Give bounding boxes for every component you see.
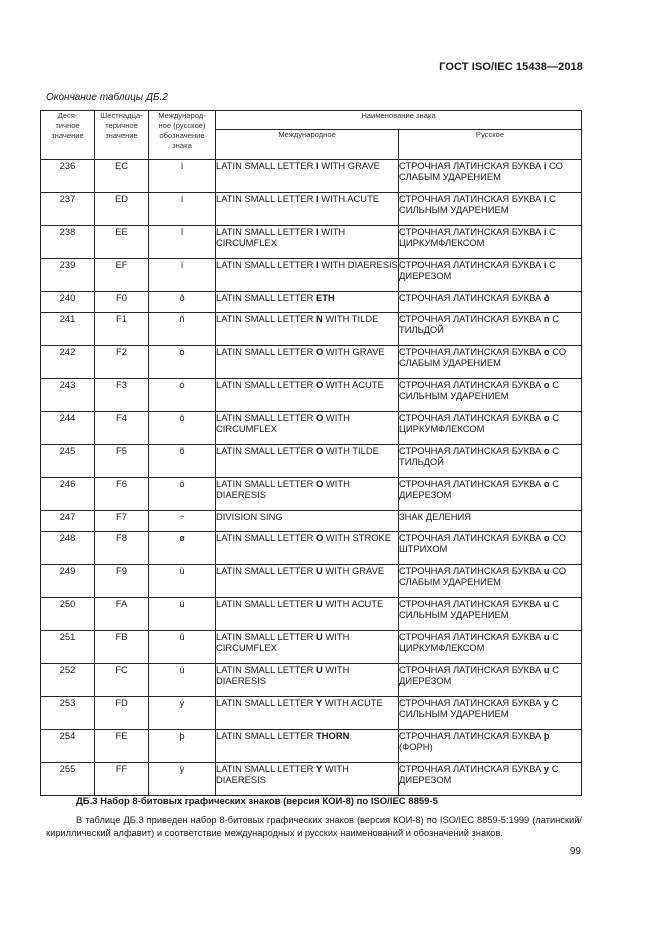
- name-part-bold: i: [543, 226, 547, 237]
- cell-ru-name: [399, 346, 582, 379]
- name-part-post: WITH CIRCUMFLEX: [216, 226, 346, 248]
- name-part-pre: LATIN SMALL LETTER: [216, 730, 317, 741]
- name-part-bold: U: [316, 631, 323, 642]
- name-part-post: С ДИЕРЕЗОМ: [399, 664, 559, 686]
- name-part-bold: O: [316, 478, 324, 489]
- cell-decimal: 246: [41, 478, 95, 511]
- cell-decimal: 243: [41, 379, 95, 412]
- name-part-pre: LATIN SMALL LETTER: [216, 565, 317, 576]
- cell-decimal: 255: [41, 763, 95, 796]
- cell-hex: F7: [95, 511, 149, 532]
- cell-glyph: ü: [149, 664, 216, 697]
- col-header-decimal: Деся- тичное значение: [41, 111, 95, 160]
- table-row: [41, 478, 582, 511]
- name-part-post: СО ШТРИХОМ: [399, 532, 567, 554]
- cell-hex: FC: [95, 664, 149, 697]
- name-part-post: С ЦИРКУМФЛЕКСОМ: [399, 412, 559, 434]
- name-part-pre: СТРОЧНАЯ ЛАТИНСКАЯ БУКВА: [399, 193, 544, 204]
- cell-decimal: 251: [41, 631, 95, 664]
- name-part-pre: СТРОЧНАЯ ЛАТИНСКАЯ БУКВА: [399, 565, 544, 576]
- cell-hex: F4: [95, 412, 149, 445]
- name-part-pre: LATIN SMALL LETTER: [216, 631, 317, 642]
- cell-decimal: 254: [41, 730, 95, 763]
- name-part-bold: o: [543, 532, 550, 543]
- name-part-bold: u: [543, 598, 550, 609]
- table-body: [41, 160, 582, 796]
- name-part-pre: СТРОЧНАЯ ЛАТИНСКАЯ БУКВА: [399, 379, 544, 390]
- name-part-post: WITH TILDE: [323, 445, 379, 456]
- name-part-post: WITH DIAERESIS: [216, 478, 350, 500]
- cell-decimal: 245: [41, 445, 95, 478]
- name-part-pre: LATIN SMALL LETTER: [216, 532, 317, 543]
- cell-glyph: ø: [149, 532, 216, 565]
- cell-glyph: ö: [149, 478, 216, 511]
- cell-hex: EE: [95, 226, 149, 259]
- cell-hex: FF: [95, 763, 149, 796]
- name-part-pre: СТРОЧНАЯ ЛАТИНСКАЯ БУКВА: [399, 445, 544, 456]
- cell-ru-name: [399, 412, 582, 445]
- name-part-pre: LATIN SMALL LETTER: [216, 763, 317, 774]
- cell-intl-name: [216, 445, 399, 478]
- cell-hex: FA: [95, 598, 149, 631]
- cell-decimal: 253: [41, 697, 95, 730]
- cell-intl-name: [216, 226, 399, 259]
- name-part-post: WITH ACUTE: [323, 379, 384, 390]
- name-part-bold: O: [316, 379, 324, 390]
- name-part-bold: u: [543, 664, 550, 675]
- cell-hex: F1: [95, 313, 149, 346]
- cell-ru-name: [399, 226, 582, 259]
- name-part-post: WITH GRAVE: [323, 346, 385, 357]
- cell-decimal: 237: [41, 193, 95, 226]
- table-row: [41, 697, 582, 730]
- table-row: [41, 598, 582, 631]
- name-part-bold: I: [316, 226, 319, 237]
- name-part-bold: ETH: [316, 292, 335, 303]
- cell-decimal: 250: [41, 598, 95, 631]
- cell-decimal: 249: [41, 565, 95, 598]
- name-part-post: WITH ACUTE: [322, 697, 383, 708]
- name-part-post: С СИЛЬНЫМ УДАРЕНИЕМ: [399, 697, 559, 719]
- name-part-bold: Y: [316, 763, 323, 774]
- cell-glyph: î: [149, 226, 216, 259]
- name-part-pre: СТРОЧНАЯ ЛАТИНСКАЯ БУКВА: [399, 763, 544, 774]
- section-title: ДБ.3 Набор 8-битовых графических знаков (версия КОИ-8) по ISO/IEC 8859-5: [76, 796, 438, 807]
- name-part-bold: u: [543, 565, 550, 576]
- cell-ru-name: [399, 598, 582, 631]
- name-part-bold: I: [316, 259, 319, 270]
- cell-intl-name: [216, 259, 399, 292]
- cell-decimal: 241: [41, 313, 95, 346]
- name-part-post: WITH DIAERESIS: [216, 763, 349, 785]
- name-part-post: С СИЛЬНЫМ УДАРЕНИЕМ: [399, 598, 559, 620]
- name-part-post: С СИЛЬНЫМ УДАРЕНИЕМ: [399, 379, 559, 401]
- page-number: 99: [569, 846, 581, 857]
- name-part-bold: ð: [543, 292, 550, 303]
- name-part-pre: СТРОЧНАЯ ЛАТИНСКАЯ БУКВА: [399, 532, 544, 543]
- name-part-bold: O: [316, 346, 324, 357]
- cell-glyph: ò: [149, 346, 216, 379]
- name-part-post: С ТИЛЬДОЙ: [399, 313, 559, 335]
- cell-hex: FD: [95, 697, 149, 730]
- name-part-bold: Y: [316, 697, 323, 708]
- cell-intl-name: [216, 160, 399, 193]
- col-header-intl-name: Международное: [216, 130, 399, 160]
- col-header-ru-name: Русское: [399, 130, 582, 160]
- name-part-pre: СТРОЧНАЯ ЛАТИНСКАЯ БУКВА: [399, 664, 544, 675]
- cell-hex: FB: [95, 631, 149, 664]
- name-part-pre: СТРОЧНАЯ ЛАТИНСКАЯ БУКВА: [399, 292, 544, 303]
- body-paragraph: В таблице ДБ.3 приведен набор 8-битовых графических знаков (версия КОИ-8) по ISO/IEC 8859-5:1999 (латинский/кириллический алфавит) и соответствие международных и русских наименований и обозначений знаков.: [46, 815, 582, 838]
- name-part-pre: LATIN SMALL LETTER: [216, 412, 317, 423]
- name-part-bold: o: [543, 412, 550, 423]
- cell-glyph: ù: [149, 565, 216, 598]
- name-part-post: WITH STROKE: [323, 532, 392, 543]
- name-part-bold: I: [316, 160, 319, 171]
- name-part-post: WITH ACUTE: [318, 193, 380, 204]
- cell-intl-name: [216, 346, 399, 379]
- cell-decimal: 252: [41, 664, 95, 697]
- name-part-post: С ДИЕРЕЗОМ: [399, 478, 559, 500]
- name-part-pre: LATIN SMALL LETTER: [216, 313, 317, 324]
- cell-intl-name: [216, 478, 399, 511]
- character-table: [40, 110, 582, 796]
- table-caption: Окончание таблицы ДБ.2: [46, 92, 168, 103]
- name-part-bold: N: [316, 313, 323, 324]
- standard-header: ГОСТ ISO/IEC 15438—2018: [439, 61, 583, 73]
- name-part-pre: LATIN SMALL LETTER: [216, 160, 317, 171]
- cell-ru-name: [399, 160, 582, 193]
- name-part-post: С ДИЕРЕЗОМ: [399, 259, 556, 281]
- name-part-pre: LATIN SMALL LETTER: [216, 379, 317, 390]
- cell-intl-name: [216, 565, 399, 598]
- table-row: [41, 631, 582, 664]
- cell-intl-name: [216, 412, 399, 445]
- col-header-name-group: Наименование знака: [216, 111, 582, 130]
- name-part-post: WITH DIAERESIS: [318, 259, 398, 270]
- name-part-post: С ЦИРКУМФЛЕКСОМ: [399, 226, 556, 248]
- cell-hex: ED: [95, 193, 149, 226]
- cell-decimal: 244: [41, 412, 95, 445]
- name-part-pre: СТРОЧНАЯ ЛАТИНСКАЯ БУКВА: [399, 313, 544, 324]
- name-part-post: СО СЛАБЫМ УДАРЕНИЕМ: [399, 565, 567, 587]
- cell-intl-name: [216, 697, 399, 730]
- name-part-post: СО СЛАБЫМ УДАРЕНИЕМ: [399, 160, 563, 182]
- cell-ru-name: [399, 193, 582, 226]
- name-part-bold: y: [543, 697, 550, 708]
- name-part-pre: LATIN SMALL LETTER: [216, 292, 317, 303]
- name-part-bold: þ: [543, 730, 550, 741]
- name-part-bold: THORN: [316, 730, 350, 741]
- cell-hex: F3: [95, 379, 149, 412]
- cell-ru-name: [399, 478, 582, 511]
- cell-hex: EF: [95, 259, 149, 292]
- cell-decimal: 239: [41, 259, 95, 292]
- cell-glyph: ï: [149, 259, 216, 292]
- cell-decimal: 247: [41, 511, 95, 532]
- name-part-post: WITH TILDE: [322, 313, 379, 324]
- name-part-post: С ТИЛЬДОЙ: [399, 445, 559, 467]
- name-part-bold: n: [543, 313, 550, 324]
- cell-ru-name: [399, 313, 582, 346]
- table-row: [41, 292, 582, 313]
- name-part-bold: O: [316, 532, 324, 543]
- name-part-pre: LATIN SMALL LETTER: [216, 226, 317, 237]
- table-row: [41, 511, 582, 532]
- cell-ru-name: [399, 379, 582, 412]
- name-part-post: СО СЛАБЫМ УДАРЕНИЕМ: [399, 346, 567, 368]
- cell-intl-name: [216, 664, 399, 697]
- cell-decimal: 240: [41, 292, 95, 313]
- cell-ru-name: [399, 532, 582, 565]
- table-row: [41, 763, 582, 796]
- cell-hex: F8: [95, 532, 149, 565]
- table-row: [41, 259, 582, 292]
- cell-ru-name: [399, 730, 582, 763]
- name-part-pre: LATIN SMALL LETTER: [216, 478, 317, 489]
- name-part-post: WITH ACUTE: [322, 598, 384, 609]
- cell-ru-name: [399, 259, 582, 292]
- cell-hex: F0: [95, 292, 149, 313]
- cell-ru-name: [399, 292, 582, 313]
- name-part-post: WITH CIRCUMFLEX: [216, 631, 350, 653]
- cell-hex: FE: [95, 730, 149, 763]
- cell-ru-name: [399, 445, 582, 478]
- cell-ru-name: [399, 664, 582, 697]
- cell-ru-name: [399, 565, 582, 598]
- name-part-pre: LATIN SMALL LETTER: [216, 664, 317, 675]
- name-part-bold: U: [316, 565, 323, 576]
- cell-hex: F6: [95, 478, 149, 511]
- name-part-pre: LATIN SMALL LETTER: [216, 259, 317, 270]
- table-row: [41, 730, 582, 763]
- cell-intl-name: [216, 763, 399, 796]
- cell-hex: F2: [95, 346, 149, 379]
- name-part-pre: LATIN SMALL LETTER: [216, 346, 317, 357]
- cell-intl-name: [216, 292, 399, 313]
- name-part-bold: I: [316, 193, 319, 204]
- name-part-pre: СТРОЧНАЯ ЛАТИНСКАЯ БУКВА: [399, 412, 544, 423]
- table-row: [41, 346, 582, 379]
- name-part-pre: СТРОЧНАЯ ЛАТИНСКАЯ БУКВА: [399, 730, 544, 741]
- table-row: [41, 193, 582, 226]
- cell-intl-name: [216, 631, 399, 664]
- table-row: [41, 226, 582, 259]
- name-part-bold: o: [543, 478, 550, 489]
- cell-glyph: ó: [149, 379, 216, 412]
- cell-intl-name: [216, 313, 399, 346]
- table-row: [41, 664, 582, 697]
- name-part-pre: LATIN SMALL LETTER: [216, 697, 317, 708]
- name-part-pre: LATIN SMALL LETTER: [216, 193, 317, 204]
- cell-intl-name: [216, 598, 399, 631]
- table-row: [41, 532, 582, 565]
- name-part-bold: y: [543, 763, 550, 774]
- cell-glyph: ú: [149, 598, 216, 631]
- name-part-post: С ЦИРКУМФЛЕКСОМ: [399, 631, 559, 653]
- table-row: [41, 565, 582, 598]
- cell-hex: EC: [95, 160, 149, 193]
- cell-glyph: ì: [149, 160, 216, 193]
- name-part-bold: O: [316, 445, 324, 456]
- name-part-pre: СТРОЧНАЯ ЛАТИНСКАЯ БУКВА: [399, 259, 544, 270]
- name-part-post: С ДИЕРЕЗОМ: [399, 763, 559, 785]
- name-part-pre: LATIN SMALL LETTER: [216, 445, 317, 456]
- cell-hex: F5: [95, 445, 149, 478]
- name-part-pre: СТРОЧНАЯ ЛАТИНСКАЯ БУКВА: [399, 598, 544, 609]
- table-row: [41, 160, 582, 193]
- cell-glyph: í: [149, 193, 216, 226]
- cell-intl-name: [216, 379, 399, 412]
- cell-intl-name: [216, 532, 399, 565]
- name-part-pre: СТРОЧНАЯ ЛАТИНСКАЯ БУКВА: [399, 478, 544, 489]
- name-part-bold: O: [316, 412, 324, 423]
- name-part-bold: U: [316, 598, 323, 609]
- name-part-post: WITH DIAERESIS: [216, 664, 350, 686]
- name-part-pre: ЗНАК ДЕЛЕНИЯ: [399, 511, 472, 522]
- cell-ru-name: [399, 697, 582, 730]
- cell-ru-name: [399, 511, 582, 532]
- name-part-pre: СТРОЧНАЯ ЛАТИНСКАЯ БУКВА: [399, 160, 544, 171]
- name-part-bold: U: [316, 664, 323, 675]
- cell-decimal: 236: [41, 160, 95, 193]
- name-part-post: С СИЛЬНЫМ УДАРЕНИЕМ: [399, 193, 556, 215]
- name-part-pre: DIVISION SING: [216, 511, 283, 522]
- name-part-post: WITH CIRCUMFLEX: [216, 412, 350, 434]
- name-part-bold: u: [543, 631, 550, 642]
- name-part-pre: СТРОЧНАЯ ЛАТИНСКАЯ БУКВА: [399, 346, 544, 357]
- cell-glyph: þ: [149, 730, 216, 763]
- name-part-bold: i: [543, 160, 547, 171]
- cell-intl-name: [216, 511, 399, 532]
- col-header-symbol: Международ- ное (русское) обозначение знака: [149, 111, 216, 160]
- name-part-bold: o: [543, 379, 550, 390]
- name-part-pre: СТРОЧНАЯ ЛАТИНСКАЯ БУКВА: [399, 226, 544, 237]
- cell-glyph: ÿ: [149, 763, 216, 796]
- name-part-bold: i: [543, 193, 547, 204]
- name-part-post: WITH GRAVE: [318, 160, 380, 171]
- table-row: [41, 412, 582, 445]
- name-part-pre: СТРОЧНАЯ ЛАТИНСКАЯ БУКВА: [399, 697, 544, 708]
- cell-glyph: ð: [149, 292, 216, 313]
- name-part-pre: СТРОЧНАЯ ЛАТИНСКАЯ БУКВА: [399, 631, 544, 642]
- cell-glyph: ý: [149, 697, 216, 730]
- cell-glyph: ÷: [149, 511, 216, 532]
- table-row: [41, 445, 582, 478]
- cell-decimal: 238: [41, 226, 95, 259]
- cell-ru-name: [399, 631, 582, 664]
- table-row: [41, 379, 582, 412]
- cell-glyph: û: [149, 631, 216, 664]
- cell-glyph: õ: [149, 445, 216, 478]
- name-part-bold: o: [543, 346, 550, 357]
- cell-glyph: ñ: [149, 313, 216, 346]
- name-part-post: WITH GRAVE: [322, 565, 385, 576]
- name-part-bold: o: [543, 445, 550, 456]
- cell-intl-name: [216, 193, 399, 226]
- name-part-bold: i: [543, 259, 547, 270]
- cell-intl-name: [216, 730, 399, 763]
- name-part-pre: LATIN SMALL LETTER: [216, 598, 317, 609]
- cell-glyph: ô: [149, 412, 216, 445]
- name-part-post: (ФОРН): [399, 741, 433, 752]
- col-header-hex: Шестнадца- теричное значение: [95, 111, 149, 160]
- cell-decimal: 248: [41, 532, 95, 565]
- cell-ru-name: [399, 763, 582, 796]
- cell-decimal: 242: [41, 346, 95, 379]
- cell-hex: F9: [95, 565, 149, 598]
- table-row: [41, 313, 582, 346]
